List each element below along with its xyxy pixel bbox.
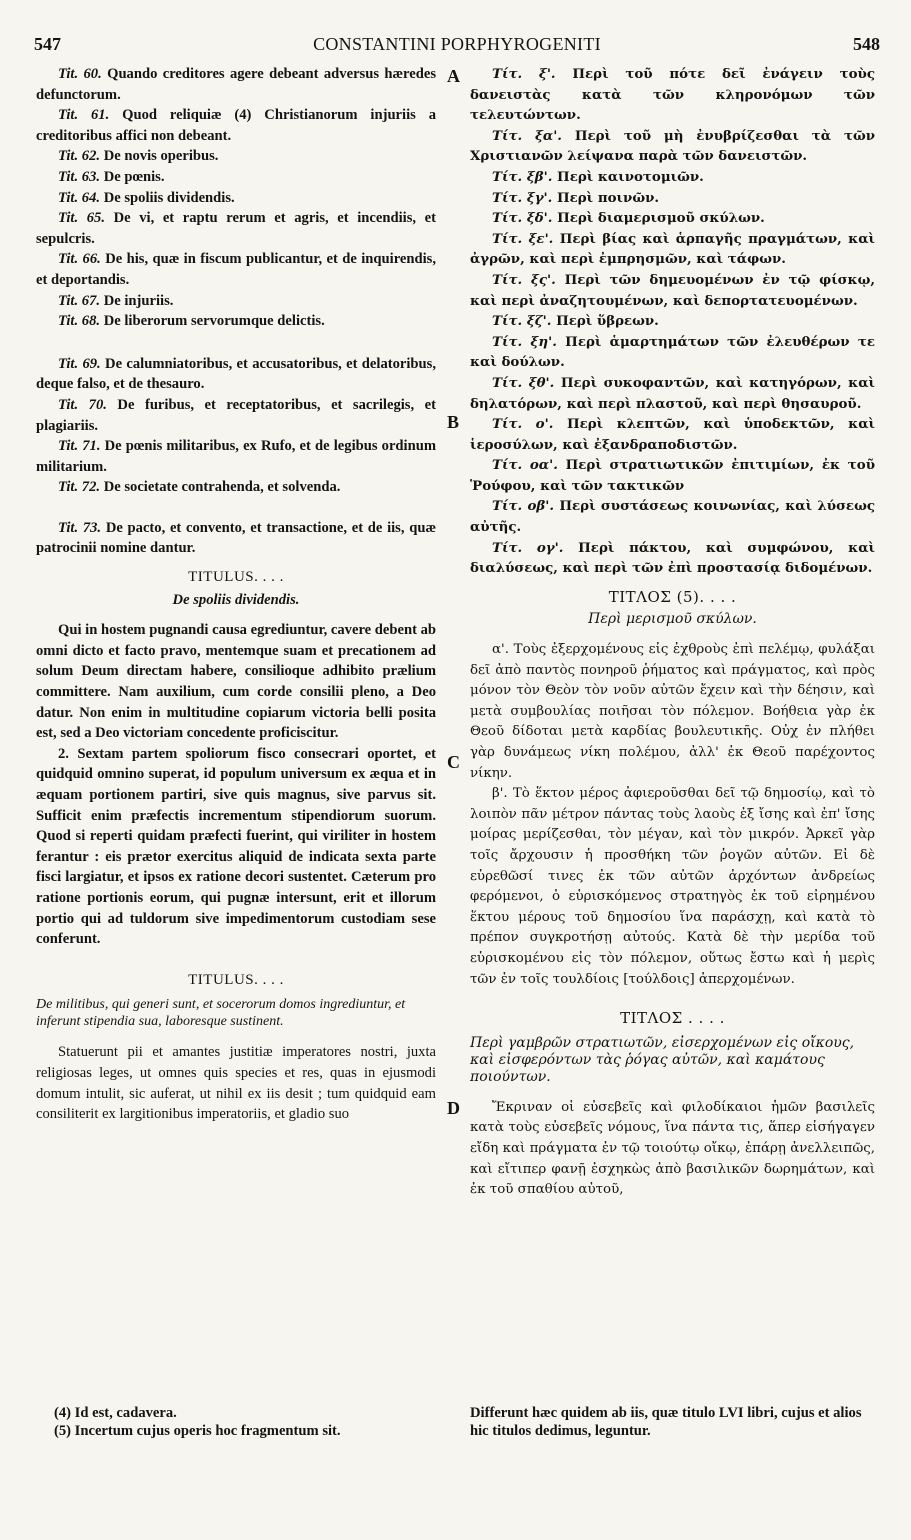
greek-title-entry: Τίτ. ξε'. Περὶ βίας καὶ ἁρπαγῆς πραγμάτων, καὶ ἀγρῶν, καὶ περὶ ἐμπρησμῶν, καὶ τάφων. xyxy=(470,230,875,268)
greek-title-entry: Τίτ. ο'. Περὶ κλεπτῶν, καὶ ὑποδεκτῶν, καὶ ἱεροσύλων, καὶ ἐξανδραποδιστῶν. xyxy=(470,416,875,453)
margin-marker-a: A xyxy=(447,66,460,86)
greek-title-entry: Τίτ. ξα'. Περὶ τοῦ μὴ ἐνυβρίζεσθαι τὰ τῶν Χριστιανῶν λείψανα παρὰ τῶν δανειστῶν. xyxy=(470,127,875,165)
greek-column xyxy=(470,64,875,1201)
greek-title-entry: Τίτ. ξδ'. Περὶ διαμερισμοῦ σκύλων. xyxy=(492,210,765,227)
latin-column xyxy=(36,64,436,1125)
latin-titulus-subtitle: De militibus, qui generi sunt, et socerorum domos ingrediuntur, et inferunt stipendia sua, laboresque sustinent. xyxy=(36,997,406,1030)
greek-title-entry: Τίτ. οβ'. Περὶ συστάσεως κοινωνίας, καὶ λύσεως αὐτῆς. xyxy=(470,498,875,536)
footnote: (4) Id est, cadavera. xyxy=(54,1405,177,1421)
latin-title-entry: Tit. 66. De his, quæ in fiscum publicantur, et de inquirendis, et deportandis. xyxy=(36,251,436,288)
greek-titulus-heading: ΤΙΤΛΟΣ . . . . xyxy=(620,1009,725,1028)
greek-title-entry: Τίτ. ξγ'. Περὶ ποινῶν. xyxy=(492,189,660,206)
page-header xyxy=(34,34,880,60)
latin-title-entry: Tit. 61. Quod reliquiæ (4) Christianorum injuriis a creditoribus affici non debeant. xyxy=(36,107,436,144)
latin-titulus-heading: TITULUS. . . . xyxy=(188,971,284,988)
latin-footnotes xyxy=(54,1404,444,1440)
page-number-left: 547 xyxy=(34,34,61,54)
greek-title-entry: Τίτ. ξβ'. Περὶ καινοτομιῶν. xyxy=(492,168,704,185)
greek-paragraph: β'. Τὸ ἕκτον μέρος ἀφιεροῦσθαι δεῖ τῷ δημοσίῳ, καὶ τὸ λοιπὸν πᾶν μέτρον πάντας τοὺς λαοὺς ἐξ ἴσης καὶ ἐπ' ἴσης μοίρας μερίζεσθαι, τὸν μέγαν, καὶ τὸν μικρόν. Ἀρκεῖ γὰρ τοῖς ἄρχουσιν ἡ προσθήκη τῶν ῥογῶν αὐτῶν. Εἰ δὲ εὑρεθῶσί τινες ἐκ τῶν αὐτῶν ἀρχόντων ἀνδρείως φερόμενοι, ὁ εὑρισκόμενος στρατηγὸς ἐκ τοῦ εἰρημένου ἕκτου μέρους τοῦ δημοσίου ἵνα παράσχῃ, καὶ κατὰ τὸ πρέπον συγκροτήσῃ αὐτούς. Κατὰ δὲ τὴν μερίδα τοῦ εὑρισκομένου εἰς τὸν πόλεμον, οὕτως ἔστω καὶ ἡ μερὶς τῶν ἐν τοῖς τουλδίοις [τούλδοις] ἀπερχομένων. xyxy=(470,786,875,987)
margin-marker-d: D xyxy=(447,1098,460,1118)
greek-footnote: Differunt hæc quidem ab iis, quæ titulo LVI libri, cujus et alios hic titulos dedimus, leguntur. xyxy=(470,1405,862,1439)
latin-title-entry: Tit. 71. De pœnis militaribus, ex Rufo, et de legibus ordinum militarium. xyxy=(36,438,436,475)
latin-title-entry: Tit. 67. De injuriis. xyxy=(58,292,174,309)
greek-titulus-subtitle: Περὶ μερισμοῦ σκύλων. xyxy=(588,611,757,628)
latin-title-entry: Tit. 73. De pacto, et convento, et transactione, et de iis, quæ patrocinii nomine dantur. xyxy=(36,519,436,557)
latin-title-entry: Tit. 60. Quando creditores agere debeant adversus hæredes defunctorum. xyxy=(36,66,436,103)
greek-titulus-subtitle: Περὶ γαμβρῶν στρατιωτῶν, εἰσερχομένων εἰς οἴκους, καὶ εἰσφερόντων τὰς ῥόγας αὐτῶν, καὶ καμάτους ποιούντων. xyxy=(470,1034,855,1085)
greek-title-entry: Τίτ. ξη'. Περὶ ἁμαρτημάτων τῶν ἐλευθέρων τε καὶ δούλων. xyxy=(470,333,875,371)
margin-marker-b: B xyxy=(447,412,460,432)
latin-title-entry: Tit. 65. De vi, et raptu rerum et agris, et incendiis, et sepulcris. xyxy=(36,210,436,247)
latin-titulus-heading: TITULUS. . . . xyxy=(188,569,284,586)
greek-title-entry: Τίτ. οα'. Περὶ στρατιωτικῶν ἐπιτιμίων, ἐκ τοῦ Ῥούφου, καὶ τῶν τακτικῶν xyxy=(470,457,875,494)
greek-title-entry: Τίτ. ογ'. Περὶ πάκτου, καὶ συμφώνου, καὶ διαλύσεως, καὶ περὶ τῶν ἐπὶ προστασίᾳ διδομένων. xyxy=(470,539,875,577)
greek-titulus-heading: ΤΙΤΛΟΣ (5). . . . xyxy=(608,587,737,606)
latin-title-entry: Tit. 63. De pœnis. xyxy=(58,168,165,185)
latin-title-entry: Tit. 70. De furibus, et receptatoribus, et sacrilegis, et plagiariis. xyxy=(36,396,436,434)
latin-titulus-subtitle: De spoliis dividendis. xyxy=(172,591,300,608)
latin-paragraph: Qui in hostem pugnandi causa egrediuntur, cavere debent ab omni dicto et facto pravo, mentemque suam et precationem ad solum Deum directam habere, consilioque adhibito prælium committere. Nam auxilium, cum corde consilii pleno, a Deo datur. Non enim in multitudine copiarum victoria belli posita est, sed a Deo victoriam concedente proficiscitur. xyxy=(36,622,437,742)
latin-title-list xyxy=(36,64,436,559)
page-number-right: 548 xyxy=(853,34,880,54)
running-title: CONSTANTINI PORPHYROGENITI xyxy=(313,34,601,54)
margin-marker-c: C xyxy=(447,752,460,772)
latin-title-entry: Tit. 62. De novis operibus. xyxy=(58,148,219,165)
greek-title-entry: Τίτ. ξζ'. Περὶ ὕβρεων. xyxy=(492,313,659,330)
greek-paragraph: α'. Τοὺς ἐξερχομένους εἰς ἐχθροὺς ἐπὶ πελέμῳ, φυλάξαι δεῖ ἀπὸ παντὸς πονηροῦ ῥήματος καὶ πράγματος, καὶ πρὸς μόνον τὸν Θεὸν τὸν νοῦν αὐτῶν ἔχειν καὶ τὴν δέησιν, καὶ μετὰ συμβουλίας ποιῆσαι τὸν πόλεμον. Βοήθεια γὰρ ἐκ Θεοῦ δίδοται μετὰ καρδίας βουλευτικῆς. Οὐχ ἐν πλήθει γὰρ δυνάμεως νίκη πολέμου, ἀλλ' ἐκ Θεοῦ παρέχοντος νίκην. xyxy=(470,642,875,781)
greek-paragraph: Ἔκριναν οἱ εὐσεβεῖς καὶ φιλοδίκαιοι ἡμῶν βασιλεῖς κατὰ τοὺς εὐσεβεῖς νόμους, ἵνα πάντα τις, ἅπερ εἰσήγαγεν εἴδη καὶ πράγματα ἐν τῷ τοιούτῳ οἴκῳ, ἐπάρῃ ἀνελλειπῶς, καὶ εἴτιπερ φανῇ ἐσχηκὼς ἀπὸ βασιλικῶν δωρημάτων, καὶ ἐκ τοῦ σπαθίου αὐτοῦ, xyxy=(470,1099,875,1198)
latin-title-entry: Tit. 69. De calumniatoribus, et accusatoribus, et delatoribus, deque falso, et de thesauro. xyxy=(36,355,436,393)
greek-title-list xyxy=(470,64,875,579)
greek-title-entry: Τίτ. ξθ'. Περὶ συκοφαντῶν, καὶ κατηγόρων, καὶ δηλατόρων, καὶ περὶ πλαστοῦ, καὶ περὶ θησαυροῦ. xyxy=(470,374,875,412)
greek-title-entry: Τίτ. ξς'. Περὶ τῶν δημευομένων ἐν τῷ φίσκῳ, καὶ περὶ ἀναζητουμένων, καὶ δεπορτατευομένων. xyxy=(470,271,876,309)
latin-title-entry: Tit. 64. De spoliis dividendis. xyxy=(58,189,235,206)
latin-paragraph: Statuerunt pii et amantes justitiæ imperatores nostri, juxta religiosas leges, ut omnes quis species et res, quas in ejusmodi domum intulit, sic auferat, ut nihil ex iis desit ; tum quidquid eam consiliterit ex largitionibus imperatoriis, et gladio suo xyxy=(36,1044,436,1123)
footnote: (5) Incertum cujus operis hoc fragmentum sit. xyxy=(54,1423,341,1439)
greek-title-entry: Τίτ. ξ'. Περὶ τοῦ πότε δεῖ ἐνάγειν τοὺς δανειστὰς κατὰ τῶν κληρονόμων τῶν τελευτώντων. xyxy=(470,66,875,124)
latin-title-entry: Tit. 72. De societate contrahenda, et solvenda. xyxy=(58,479,341,496)
latin-title-entry: Tit. 68. De liberorum servorumque delictis. xyxy=(58,313,325,330)
latin-paragraph: 2. Sextam partem spoliorum fisco consecrari oportet, et quidquid omnino superat, id populum universum ex æqua et in æquam portionem partiri, sive quis magnus, sive parvus sit. Sufficit enim præfectis incrementum stipendiorum suorum. Quod si reperti quidam præfecti fuerint, qui viriliter in hostem ferantur : eis prætor exercitus aliquid de indicata sexta parte fisci largiatur, et ipsos ex ratione decori sustentet. Cæterum pro ratione portionis eorum, qui pugnæ intersunt, erit et illorum portio qui ad tuldorum sive impedimentorum custodiam sese conferunt. xyxy=(36,745,436,948)
